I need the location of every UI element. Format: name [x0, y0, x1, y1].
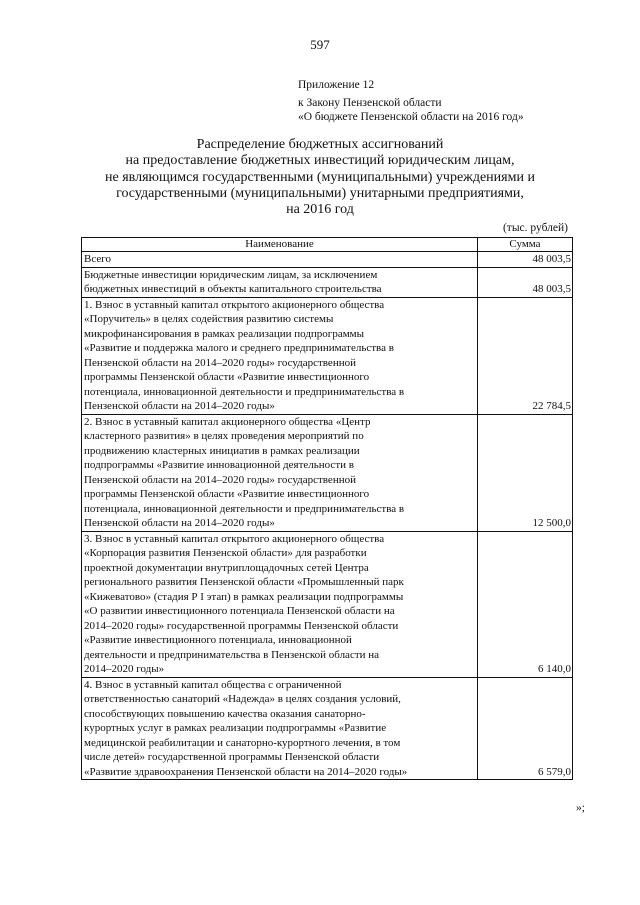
row-name-line: программы Пензенской области «Развитие инвестиционного: [84, 371, 370, 383]
row-name-line: Пензенской области на 2014–2020 годы» государственной: [84, 473, 356, 486]
row-amount: 48 003,5: [478, 267, 573, 297]
row-name-line: Бюджетные инвестиции юридическим лицам, за исключением: [84, 268, 378, 281]
row-name-line: проектной документации внутриплощадочных сетей Центра: [84, 561, 369, 574]
row-name-line: 3. Взнос в уставный капитал открытого акционерного общества: [84, 532, 385, 545]
row-name-line: 2014–2020 годы»: [84, 663, 165, 675]
row-amount: 12 500,0: [478, 414, 573, 531]
row-name-line: деятельности и предпринимательства в Пензенской области на: [84, 648, 380, 661]
row-amount: 22 784,5: [478, 297, 573, 414]
table-body: [82, 252, 573, 780]
page-number: 597: [310, 37, 330, 52]
title-line-4: государственными (муниципальными) унитарными предприятиями,: [116, 185, 524, 201]
row-name-line: подпрограммы «Развитие инновационной деятельности в: [84, 459, 354, 471]
appendix-header: [298, 78, 524, 125]
title-line-2: на предоставление бюджетных инвестиций юридическим лицам,: [125, 153, 515, 169]
appendix-label: Приложение 12: [298, 79, 375, 91]
row-name-line: «Развитие здравоохранения Пензенской области на 2014–2020 годы»: [84, 765, 408, 778]
row-name-line: Пензенской области на 2014–2020 годы»: [84, 400, 275, 412]
row-name-line: потенциала, инновационной деятельности и предпринимательства в: [84, 502, 405, 515]
row-name-line: «О развитии инвестиционного потенциала Пензенской области на: [84, 605, 395, 617]
table-row: [82, 414, 573, 531]
row-name-line: ответственностью санаторий «Надежда» в целях создания условий,: [84, 693, 401, 705]
row-amount: 48 003,5: [478, 252, 573, 268]
row-name-line: 2014–2020 годы» государственной программы Пензенской области: [84, 619, 399, 632]
row-name-line: числе детей» государственной программы Пензенской области: [84, 751, 380, 763]
row-name-line: «Развитие инвестиционного потенциала, инновационной: [84, 634, 352, 646]
row-name-line: способствующих повышению качества оказания санаторно-: [84, 707, 366, 720]
row-amount: 6 579,0: [478, 677, 573, 780]
units-label: (тыс. рублей): [502, 222, 568, 234]
row-name-line: «Поручитель» в целях содействия развитию системы: [84, 313, 334, 325]
title-line-5: на 2016 год: [286, 202, 354, 218]
header-amount: Сумма: [478, 238, 573, 252]
row-name-line: 2. Взнос в уставный капитал акционерного общества «Центр: [84, 415, 371, 428]
row-amount: 6 140,0: [478, 531, 573, 677]
table-row: [82, 252, 573, 268]
row-name-line: микрофинансирования в рамках реализации подпрограммы: [84, 327, 365, 340]
table-row: [82, 531, 573, 677]
title-line-3: не являющимся государственными (муниципальными) учреждениями и: [105, 169, 535, 185]
row-name-line: «Развитие и поддержка малого и среднего предпринимательства в: [84, 342, 394, 354]
row-name-line: потенциала, инновационной деятельности и предпринимательства в: [84, 385, 405, 398]
row-name: [82, 297, 478, 414]
appendix-law: к Закону Пензенской области: [298, 96, 442, 109]
title-line-1: Распределение бюджетных ассигнований: [196, 137, 444, 152]
header-name: Наименование: [82, 238, 478, 252]
budget-table: [81, 237, 573, 780]
row-name-line: Пензенской области на 2014–2020 годы»: [84, 517, 275, 529]
row-name: [82, 677, 478, 780]
document-title: [60, 137, 580, 218]
row-name-line: Пензенской области на 2014–2020 годы» государственной: [84, 356, 356, 369]
row-name-line: курортных услуг в рамках реализации подпрограммы «Развитие: [84, 722, 387, 734]
row-name: [82, 267, 478, 297]
row-name: [82, 531, 478, 677]
row-name-line: 1. Взнос в уставный капитал открытого акционерного общества: [84, 298, 385, 311]
appendix-law-title: «О бюджете Пензенской области на 2016 год»: [298, 111, 524, 123]
table-row: [82, 297, 573, 414]
row-name: [82, 252, 478, 268]
row-name-line: бюджетных инвестиций в объекты капитального строительства: [84, 283, 382, 295]
table-row: [82, 267, 573, 297]
row-name-line: продвижению кластерных инициатив в рамках реализации: [84, 444, 360, 457]
row-name-line: программы Пензенской области «Развитие инвестиционного: [84, 488, 370, 500]
row-name-line: кластерного развития» в целях проведения мероприятий по: [84, 430, 364, 442]
table-row: [82, 677, 573, 780]
row-name-line: «Корпорация развития Пензенской области» для разработки: [84, 547, 367, 559]
table-header-row: [82, 238, 573, 252]
closing-mark: »;: [576, 802, 585, 814]
row-name: [82, 414, 478, 531]
row-name-line: «Кижеватово» (стадия Р I этап) в рамках реализации подпрограммы: [84, 590, 404, 603]
row-name-line: регионального развития Пензенской области «Промышленный парк: [84, 576, 404, 588]
row-name-line: 4. Взнос в уставный капитал общества с ограниченной: [84, 678, 342, 691]
row-name-line: медицинской реабилитации и санаторно-курортного лечения, в том: [84, 736, 401, 749]
row-name-line: Всего: [84, 253, 111, 265]
